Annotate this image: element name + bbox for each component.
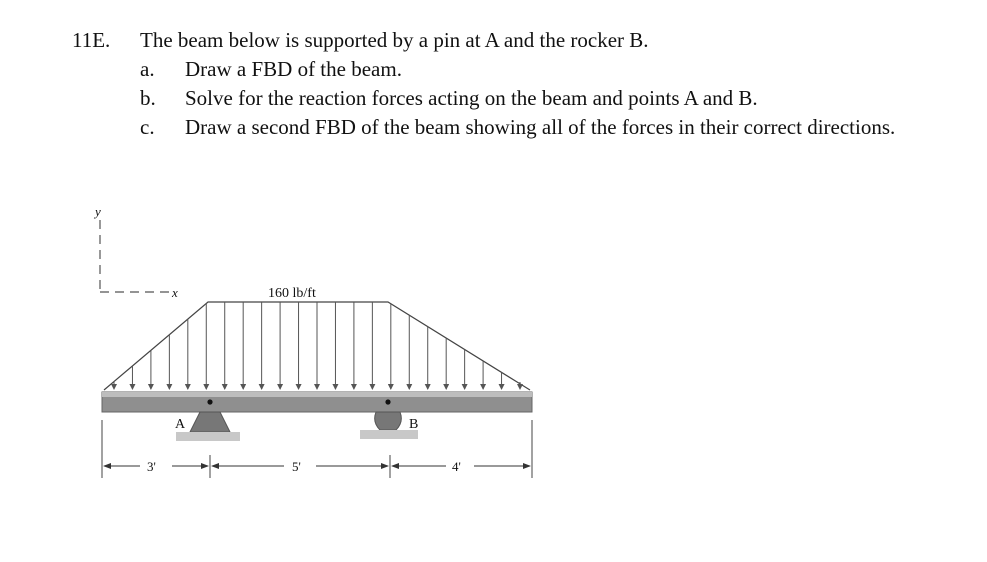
part-text: Solve for the reaction forces acting on the beam and points A and B. — [185, 86, 758, 110]
support-b-label: B — [409, 417, 419, 432]
support-b — [360, 412, 418, 439]
support-a — [175, 412, 240, 441]
x-axis-label: x — [172, 285, 178, 300]
part-text: Draw a second FBD of the beam showing all of the forces in their correct directions. — [185, 115, 896, 139]
beam-top-face — [102, 392, 532, 397]
pin-support — [190, 412, 230, 432]
support-a-label: A — [175, 417, 186, 432]
ground-a — [176, 432, 240, 441]
load-label: 160 lb/ft — [268, 286, 316, 301]
dim-label-4ft: 4' — [452, 459, 461, 474]
dim-label-5ft: 5' — [292, 459, 301, 474]
dimensions — [102, 420, 532, 478]
dim-label-3ft: 3' — [147, 459, 156, 474]
problem-number: 11E. — [72, 28, 111, 52]
part-text: Draw a FBD of the beam. — [185, 57, 402, 81]
y-axis-label: y — [95, 204, 101, 219]
part-letter: a. — [140, 57, 155, 81]
rocker-b-point — [385, 399, 390, 404]
part-letter: b. — [140, 86, 156, 110]
distributed-load — [104, 286, 530, 390]
rocker-support — [375, 412, 402, 430]
part-letter: c. — [140, 115, 155, 139]
beam — [102, 392, 532, 412]
axes — [93, 204, 178, 300]
problem-text: The beam below is supported by a pin at A and the rocker B. — [140, 28, 649, 52]
pin-a-point — [207, 399, 212, 404]
